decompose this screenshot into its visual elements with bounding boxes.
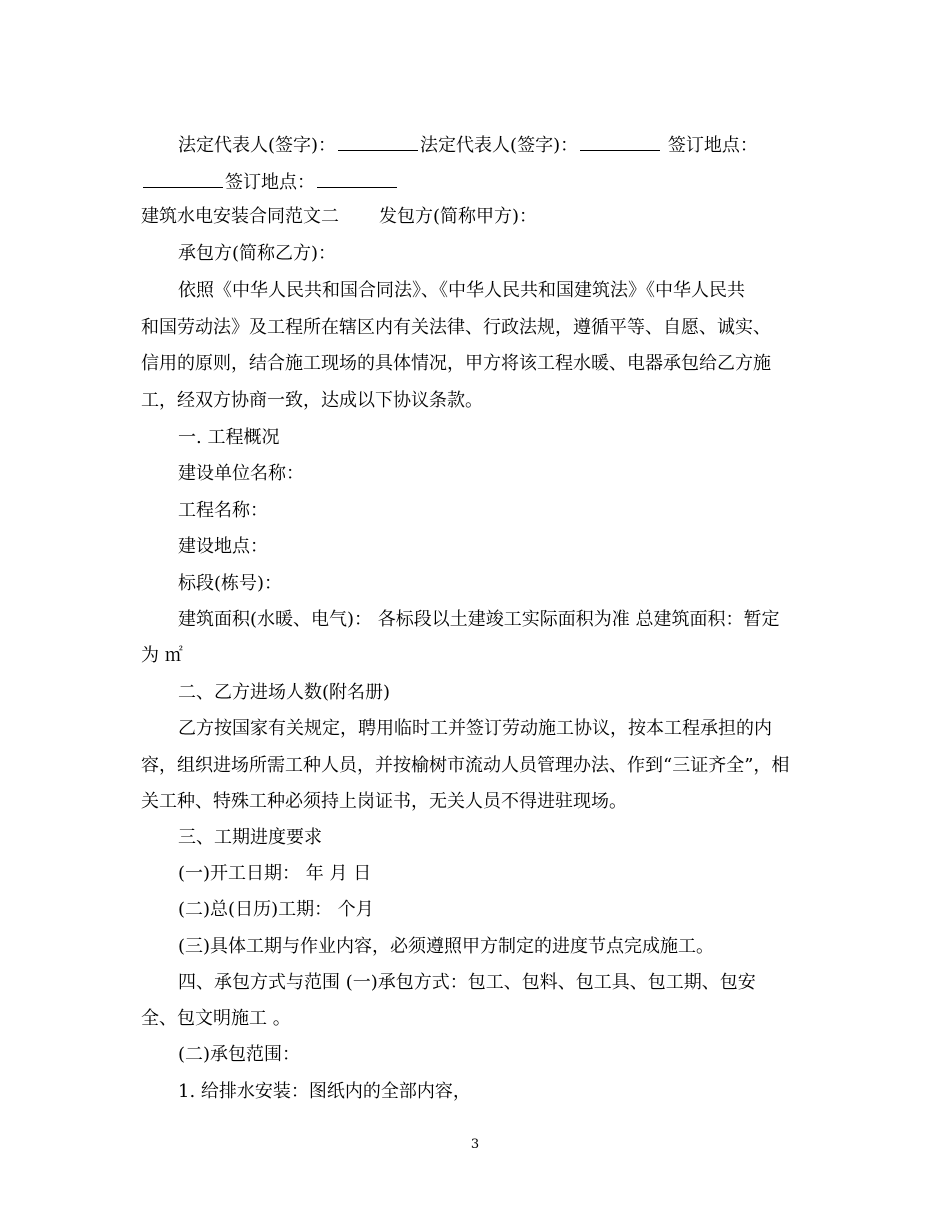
- paragraph-line: (二)总(日历)工期： 个月: [178, 899, 374, 920]
- paragraph-line: 标段(栋号)：: [178, 573, 283, 594]
- paragraph-line: 建筑面积(水暖、电气)： 各标段以土建竣工实际面积为准 总建筑面积：暂定: [178, 609, 780, 630]
- section-heading: 一. 工程概况: [178, 427, 280, 448]
- signature-blank: [338, 132, 418, 151]
- page-number: 3: [470, 1137, 480, 1152]
- paragraph-line: 1. 给排水安装：图纸内的全部内容，: [178, 1081, 471, 1102]
- signature-blank: [317, 169, 397, 188]
- paragraph-line: 工，经双方协商一致，达成以下协议条款。: [141, 390, 483, 411]
- signature-blank: [580, 132, 660, 151]
- paragraph-line: 全、包文明施工 。: [141, 1008, 291, 1029]
- paragraph-line: (三)具体工期与作业内容，必须遵照甲方制定的进度节点完成施工。: [178, 936, 715, 957]
- contract-title: 建筑水电安装合同范文二: [141, 206, 339, 227]
- paragraph-line: 容，组织进场所需工种人员，并按榆树市流动人员管理办法、作到“三证齐全”，相: [141, 755, 790, 776]
- section-heading: 二、乙方进场人数(附名册): [178, 682, 391, 703]
- paragraph-line: 依照《中华人民共和国合同法》、《中华人民共和国建筑法》《中华人民共: [178, 280, 745, 301]
- paragraph-line: 工程名称：: [178, 500, 268, 521]
- paragraph-line: 为 ㎡: [141, 645, 183, 666]
- contract-heading: [141, 205, 811, 229]
- paragraph-line: 关工种、特殊工种必须持上岗证书，无关人员不得进驻现场。: [141, 791, 627, 812]
- paragraph-line: 和国劳动法》及工程所在辖区内有关法律、行政法规，遵循平等、自愿、诚实、: [141, 317, 771, 338]
- representative-b-label: 法定代表人(签字)：: [420, 135, 579, 156]
- paragraph-line: 建设单位名称：: [178, 463, 304, 484]
- section-heading: 三、工期进度要求: [178, 827, 322, 848]
- signature-blank: [143, 169, 223, 188]
- party-a-label: 发包方(简称甲方)：: [379, 206, 538, 227]
- paragraph-line: 承包方(简称乙方)：: [178, 243, 337, 264]
- signing-place-b-label: 签订地点：: [225, 172, 315, 193]
- representative-a-label: 法定代表人(签字)：: [178, 135, 337, 156]
- section-heading: 四、承包方式与范围 (一)承包方式：包工、包料、包工具、包工期、包安: [178, 972, 756, 993]
- paragraph-line: 建设地点：: [178, 536, 268, 557]
- paragraph-line: 信用的原则，结合施工现场的具体情况，甲方将该工程水暖、电器承包给乙方施: [141, 353, 771, 374]
- signature-line-1: [178, 132, 811, 158]
- signature-line-2: [141, 169, 811, 195]
- paragraph-line: (一)开工日期： 年 月 日: [178, 863, 372, 884]
- signing-place-a-label: 签订地点：: [667, 135, 758, 156]
- paragraph-line: 乙方按国家有关规定，聘用临时工并签订劳动施工协议，按本工程承担的内: [178, 718, 772, 739]
- paragraph-line: (二)承包范围：: [178, 1044, 301, 1065]
